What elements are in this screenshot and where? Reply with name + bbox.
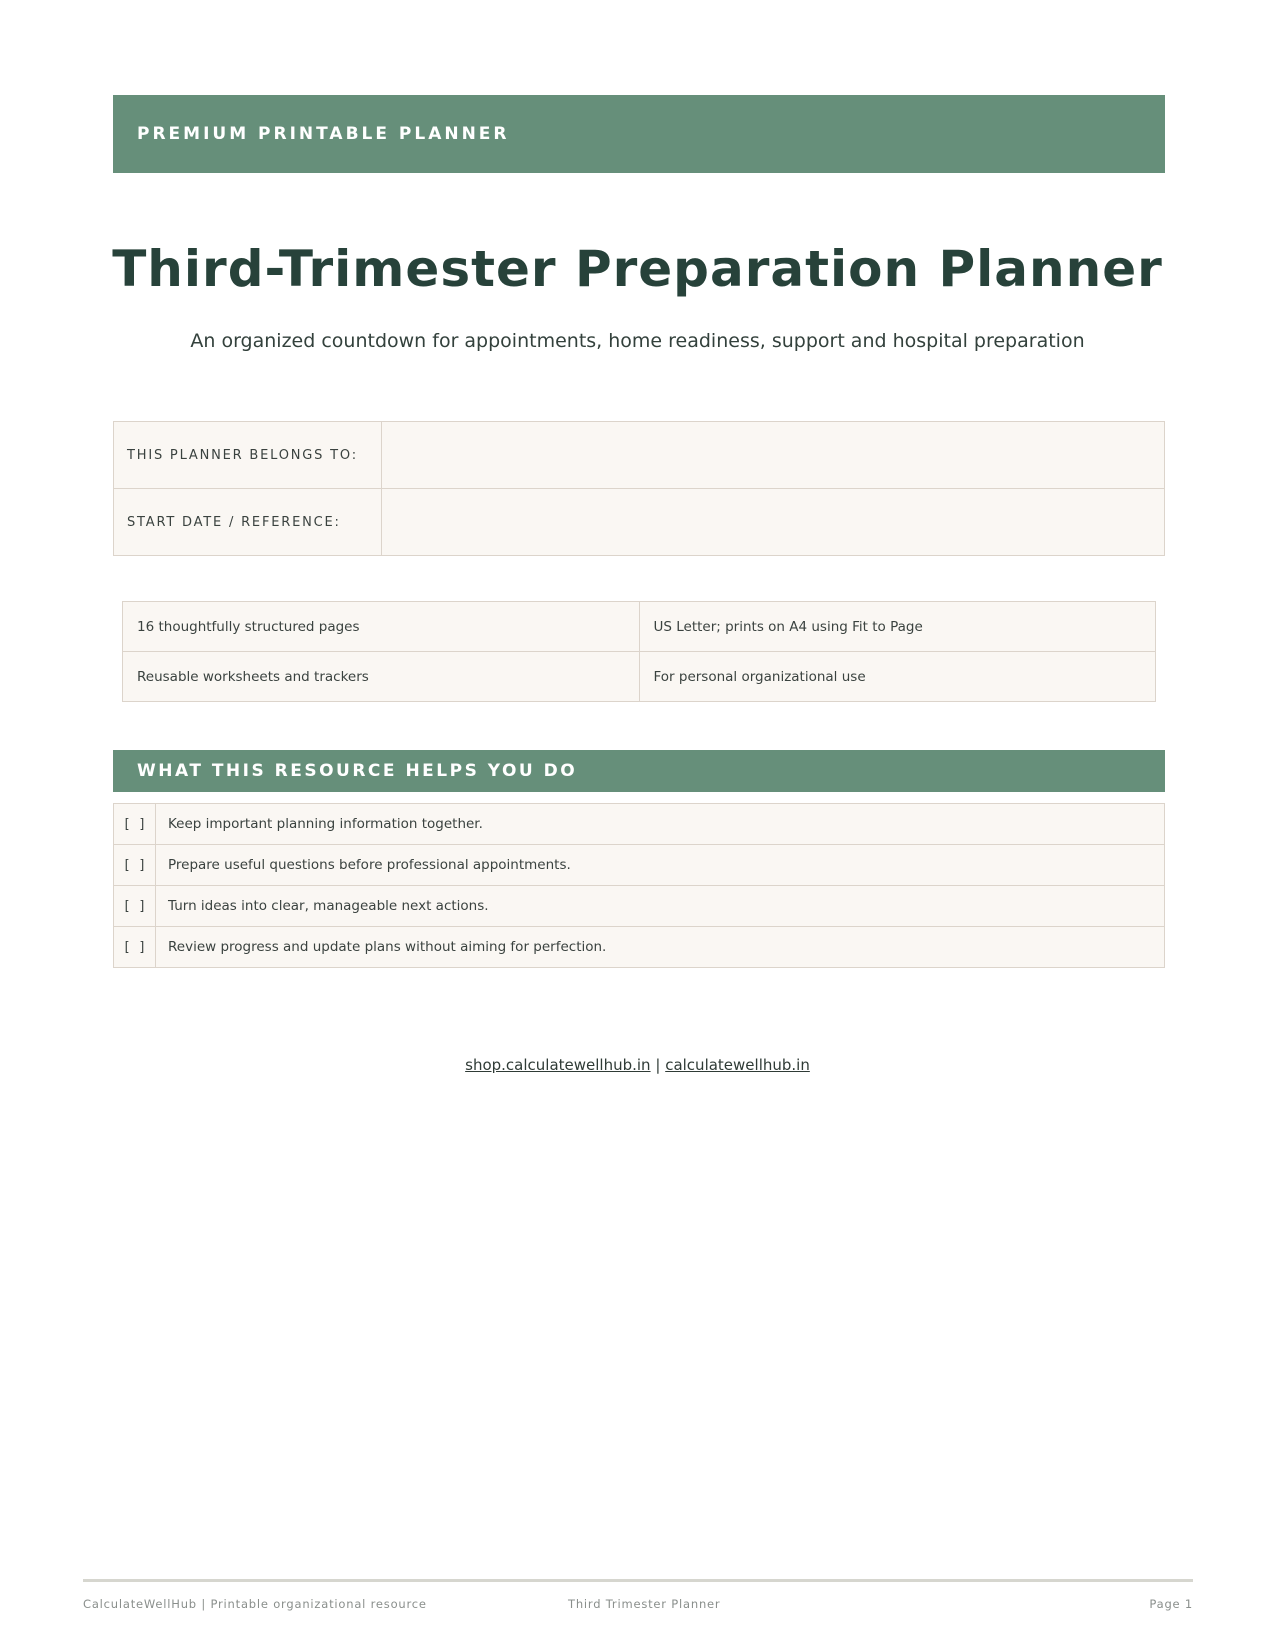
section-header (113, 750, 1165, 792)
footer-divider (83, 1579, 1193, 1582)
checklist-text: Keep important planning information together. (156, 804, 1165, 845)
features-row (123, 602, 1156, 652)
checkbox[interactable]: [ ] (114, 845, 156, 886)
checklist-table (113, 803, 1165, 968)
start-date-value-field[interactable] (382, 489, 1165, 556)
page-subtitle: An organized countdown for appointments, home readiness, support and hospital preparation (190, 330, 1085, 352)
checkbox[interactable]: [ ] (114, 804, 156, 845)
checkbox[interactable]: [ ] (114, 927, 156, 968)
checklist-text: Turn ideas into clear, manageable next actions. (156, 886, 1165, 927)
features-row (123, 652, 1156, 702)
page-footer (83, 1597, 1193, 1615)
feature-cell: Reusable worksheets and trackers (123, 652, 640, 702)
checklist-item (114, 804, 1165, 845)
checklist-item (114, 927, 1165, 968)
checklist-item (114, 845, 1165, 886)
section-title: WHAT THIS RESOURCE HELPS YOU DO (137, 761, 578, 781)
owner-label: THIS PLANNER BELONGS TO: (114, 422, 382, 489)
top-banner (113, 95, 1165, 173)
shop-link[interactable]: shop.calculatewellhub.in (465, 1056, 651, 1074)
checkbox[interactable]: [ ] (114, 886, 156, 927)
checklist-text: Prepare useful questions before professional appointments. (156, 845, 1165, 886)
owner-info-table (113, 421, 1165, 556)
banner-label: PREMIUM PRINTABLE PLANNER (137, 124, 510, 144)
feature-cell: For personal organizational use (639, 652, 1156, 702)
features-table (122, 601, 1156, 702)
feature-cell: 16 thoughtfully structured pages (123, 602, 640, 652)
page-title: Third-Trimester Preparation Planner (112, 240, 1163, 298)
site-link[interactable]: calculatewellhub.in (665, 1056, 810, 1074)
link-separator: | (655, 1056, 661, 1074)
footer-left-text: CalculateWellHub | Printable organizational resource (83, 1597, 427, 1611)
links-line (0, 1056, 1275, 1074)
page-number: Page 1 (1149, 1597, 1193, 1611)
feature-cell: US Letter; prints on A4 using Fit to Page (639, 602, 1156, 652)
start-date-label: START DATE / REFERENCE: (114, 489, 382, 556)
start-date-row (114, 489, 1165, 556)
owner-value-field[interactable] (382, 422, 1165, 489)
checklist-item (114, 886, 1165, 927)
checklist-text: Review progress and update plans without aiming for perfection. (156, 927, 1165, 968)
footer-center-text: Third Trimester Planner (568, 1597, 721, 1611)
owner-row (114, 422, 1165, 489)
